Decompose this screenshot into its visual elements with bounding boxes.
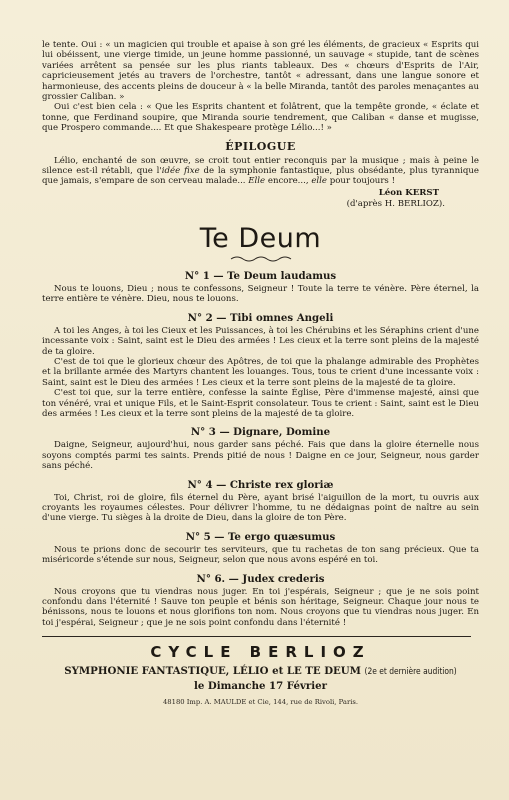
- symphonie-note: (2e et dernière audition): [364, 666, 457, 677]
- section-heading-1: N° 1 — Te Deum laudamus: [184, 269, 337, 282]
- epilogue-text-1: Lélio, enchanté de son œuvre, se croit tout entier reconquis par la musique ; mais à peine le silence est-il rétabli, que l': [42, 155, 479, 177]
- epilogue-emphasis-1: idée fixe: [161, 166, 200, 177]
- section-1-paragraph: Nous te louons, Dieu ; nous te confessons, Seigneur ! Toute la terre te vénère. Père éternel, la terre entière te vénère. Dieu, nous te louons.: [42, 283, 479, 305]
- epilogue-text-3: encore...,: [265, 176, 312, 187]
- signature-source: (d'après H. BERLIOZ).: [346, 198, 445, 209]
- section-3-paragraph: Daigne, Seigneur, aujourd'hui, nous garder sans péché. Fais que dans la gloire éternelle nous soyons comptés parmi tes saints. Prends pitié de nous ! Daigne en ce jour, Seigneur, nous garder sans péché.: [42, 440, 479, 472]
- cycle-heading: CYCLE BERLIOZ: [150, 643, 371, 662]
- section-2-paragraph-2: C'est de toi que le glorieux chœur des Apôtres, de toi que la phalange admirable des Prophètes et la brillante armée des Martyrs chantent les louanges. Tous, tous te crient d'une incessante voix : Saint, saint est le Dieu des armées ! Les cieux et la terre sont pleins de la majesté de ta gloire.: [42, 356, 479, 388]
- epilogue-text-4: pour toujours !: [327, 176, 396, 187]
- section-heading-5: N° 5 — Te ergo quæsumus: [185, 530, 336, 543]
- epilogue-heading: ÉPILOGUE: [225, 139, 296, 153]
- symphonie-line: [42, 665, 479, 677]
- page-title: Te Deum: [199, 222, 322, 254]
- section-4-paragraph: Toi, Christ, roi de gloire, fils éternel du Père, ayant brisé l'aiguillon de la mort, tu ouvris aux croyants les royaumes célestes. Pour délivrer l'homme, tu ne dédaignas point de naître au sein d'une vierge. Tu sièges à la droite de Dieu, dans la gloire de ton Père.: [42, 492, 479, 524]
- epilogue-emphasis-2: Elle: [248, 176, 266, 187]
- section-5-paragraph: Nous te prions donc de secourir tes serviteurs, que tu rachetas de ton sang précieux. Que ta miséricorde s'étende sur nous, Seigneur, selon que nous avons espéré en toi.: [42, 544, 479, 566]
- footer-divider: [42, 636, 471, 637]
- section-2-paragraph-1: A toi les Anges, à toi les Cieux et les Puissances, à toi les Chérubins et les Séraphins crient d'une incessante voix : Saint, saint est le Dieu des armées ! Les cieux et la terre sont pleins de la majesté de ta gloire.: [42, 325, 479, 357]
- section-heading-3: N° 3 — Dignare, Domine: [190, 426, 331, 439]
- ornament-swirl-icon: [229, 255, 293, 263]
- section-6-paragraph: Nous croyons que tu viendras nous juger. En toi j'espérais, Seigneur ; que je ne sois point confondu dans l'éternité ! Sauve ton peuple et bénis son héritage, Seigneur. Chaque jour nous te bénissons, nous te louons et nous glorifions ton nom. Nous croyons que tu viendras nous juger. En toi j'espérai, Seigneur ; que je ne sois point confondu dans l'éternité !: [42, 586, 479, 628]
- intro-paragraph: le tente. Oui : « un magicien qui trouble et apaise à son gré les éléments, de gracieux « Esprits qui lui obéissent, une vierge timide, un jeune homme passionné, un sauvage « stupide, tant de scènes variées arrêtent sa pensée sur les plus riants tableaux. Des « chœurs d'Esprits de l'Air, capricieusement jetés au travers de l'orchestre, tantôt « adressant, dans une langue sonore et harmonieuse, des accents pleins de douceur à « la belle Miranda, tantôt des paroles menaçantes au grossier Caliban. »: [42, 40, 479, 103]
- concert-date: le Dimanche 17 Février: [194, 680, 327, 693]
- intro-paragraph-2: Oui c'est bien cela : « Que les Esprits chantent et folâtrent, que la tempête gronde, « éclate et tonne, que Ferdinand soupire, que Miranda sourie tendrement, que Caliban « danse et mugisse, que Prospero commande.... Et que Shakespeare protège Lélio...! »: [42, 102, 479, 134]
- section-heading-6: N° 6. — Judex crederis: [196, 572, 325, 585]
- symphonie-title: SYMPHONIE FANTASTIQUE, LÉLIO et LE TE DEUM: [64, 665, 361, 678]
- epilogue-text-2: de la symphonie fantastique, plus obsédante, plus tyrannique que jamais, s'empare de son cerveau malade...: [42, 166, 479, 187]
- section-heading-4: N° 4 — Christe rex gloriæ: [187, 478, 334, 491]
- epilogue-paragraph: [42, 156, 479, 187]
- signature: Léon KERST: [378, 187, 439, 198]
- printer-imprint: 48180 Imp. A. MAULDE et Cie, 144, rue de Rivoli, Paris.: [162, 698, 359, 707]
- section-heading-2: N° 2 — Tibi omnes Angeli: [187, 311, 334, 324]
- epilogue-emphasis-3: elle: [311, 176, 327, 187]
- section-2-paragraph-3: C'est toi que, sur la terre entière, confesse la sainte Église, Père d'immense majesté, ainsi que ton vénéré, vrai et unique Fils, et le Saint-Esprit consolateur. Tous te crient : Saint, saint est le Dieu des armées ! Les cieux et la terre sont pleins de la majesté de ta gloire.: [42, 388, 479, 419]
